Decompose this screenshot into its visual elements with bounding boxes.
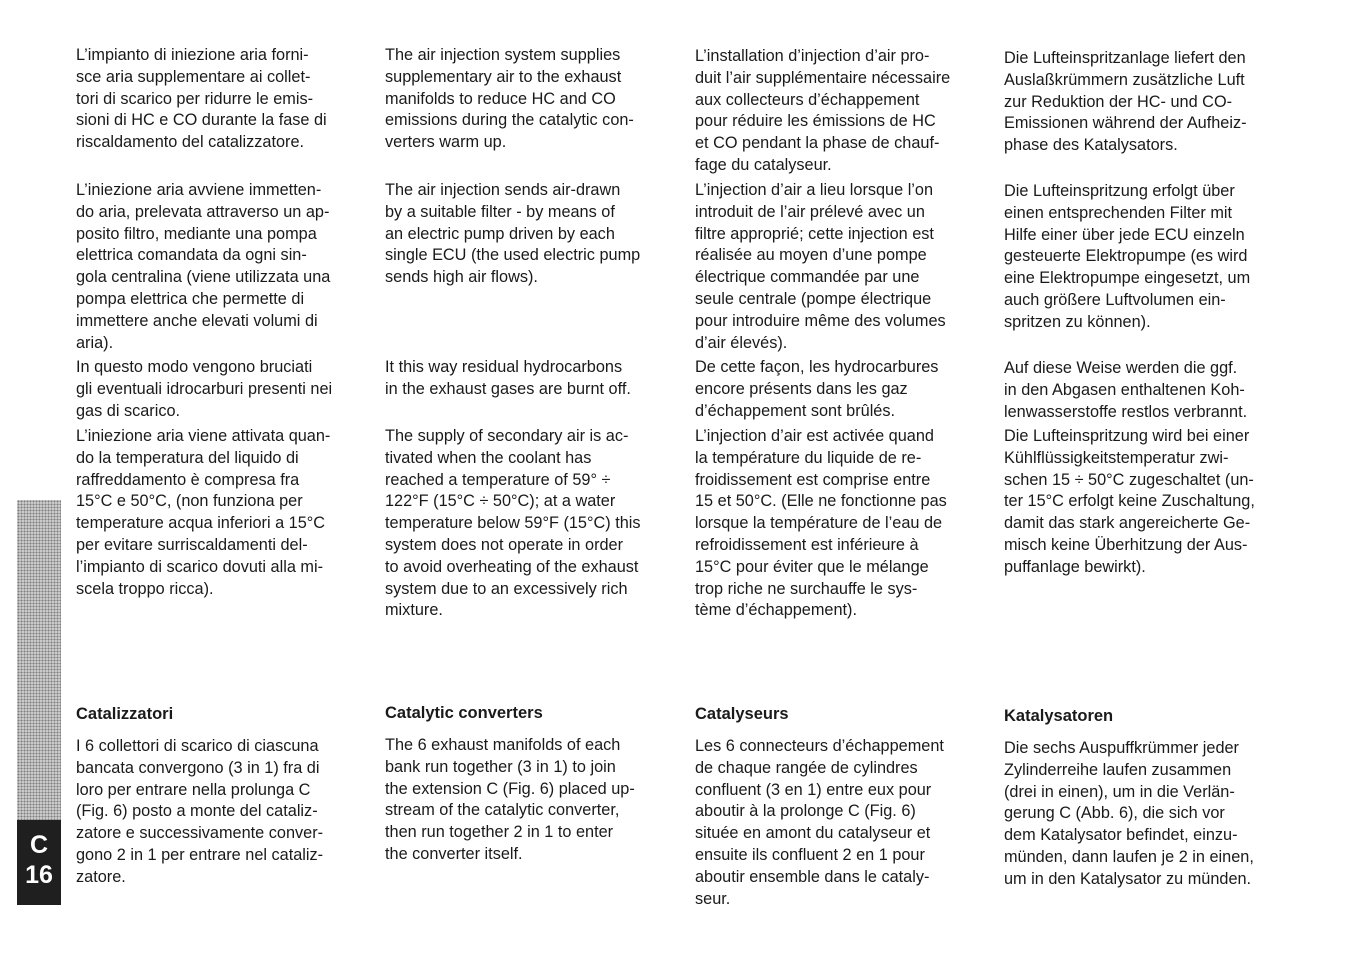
paragraph: Die Lufteinspritzung wird bei einer Kühlflüssigkeitstemperatur zwi- schen 15 ÷ 50°C zugeschaltet (un- ter 15°C erfolgt keine Zuschaltung, damit das stark angereicherte Ge- misch keine Überhitzung der Aus- puffanlage bewirkt). [1004, 427, 1255, 576]
paragraph: L’installation d’injection d’air pro- duit l’air supplémentaire nécessaire aux collecteurs d’échappement pour réduire les émissions de HC et CO pendant la phase de chauf- fage du catalyseur. [695, 47, 951, 174]
paragraph: The air injection sends air-drawn by a suitable filter - by means of an electric pump driven by each single ECU (the used electric pump sends high air flows). [385, 181, 641, 287]
paragraph: The 6 exhaust manifolds of each bank run together (3 in 1) to join the extension C (Fig. 6) placed up- stream of the catalytic converter, then run together 2 in 1 to enter the converter itself. [385, 736, 635, 863]
paragraph: Die Lufteinspritzanlage liefert den Auslaßkrümmern zusätzliche Luft zur Reduktion der HC- und CO- Emissionen während der Aufheiz- phase des Katalysators. [1004, 49, 1247, 155]
tab-number: 16 [25, 861, 53, 889]
section-heading: Katalysatoren [1004, 707, 1114, 725]
paragraph: Auf diese Weise werden die ggf. in den Abgasen enthaltenen Koh- lenwasserstoffe restlos verbrannt. [1004, 359, 1248, 421]
paragraph: Die Lufteinspritzung erfolgt über einen entsprechenden Filter mit Hilfe einer über jede ECU einzeln gesteuerte Elektropumpe (es wird eine Elektropumpe eingesetzt, um auch größere Luftvolumen ein- spritzen zu können). [1004, 182, 1251, 331]
tab-label [17, 830, 61, 890]
paragraph: Die sechs Auspuffkrümmer jeder Zylinderreihe laufen zusammen (drei in einen), um in die Verlän- gerung C (Abb. 6), die sich vor dem Katalysator befindet, einzu- münden, dann laufen je 2 in einen, um in den Katalysator zu münden. [1004, 739, 1254, 888]
paragraph: De cette façon, les hydrocarbures encore présents dans les gaz d’échappement sont brûlés. [695, 358, 939, 420]
section-heading: Catalytic converters [385, 704, 543, 722]
paragraph: L’injection d’air a lieu lorsque l’on introduit de l’air prélevé avec un filtre approprié; cette injection est réalisée au moyen d’une pompe électrique commandée par une seule centrale (pompe électrique pour introduire même des volumes d’air élevés). [695, 181, 946, 352]
paragraph: L’injection d’air est activée quand la température du liquide de re- froidissement est comprise entre 15 et 50°C. (Elle ne fonctionne pas lorsque la température de l’eau de refroidissement est inférieure à 15°C pour éviter que le mélange trop riche ne surchauffe le sys- tème d’échappement). [695, 427, 947, 620]
paragraph: Les 6 connecteurs d’échappement de chaque rangée de cylindres confluent (3 en 1) entre eux pour aboutir à la prolonge C (Fig. 6) située en amont du catalyseur et ensuite ils confluent 2 en 1 pour aboutir ensemble dans le cataly- seur. [695, 737, 944, 908]
section-heading: Catalizzatori [76, 705, 174, 723]
tab-letter: C [29, 831, 49, 859]
paragraph: I 6 collettori di scarico di ciascuna bancata convergono (3 in 1) fra di loro per entrare nella prolunga C (Fig. 6) posto a monte del cataliz- zatore e successivamente conver- gono 2 in 1 per entrare nel cataliz- zatore. [76, 737, 324, 886]
paragraph: The air injection system supplies supplementary air to the exhaust manifolds to reduce HC and CO emissions during the catalytic con- verters warm up. [385, 46, 634, 152]
paragraph: L’impianto di iniezione aria forni- sce aria supplementare ai collet- tori di scarico per ridurre le emis- sioni di HC e CO durante la fase di riscaldamento del catalizzatore. [76, 46, 327, 152]
paragraph: L’iniezione aria viene attivata quan- do la temperatura del liquido di raffreddamento è compresa fra 15°C e 50°C, (non funziona per temperature acqua inferiori a 15°C per evitare surriscaldamenti del- l’impianto di scarico dovuti alla mi- scela troppo ricca). [76, 427, 331, 598]
paragraph: L’iniezione aria avviene immetten- do aria, prelevata attraverso un ap- posito filtro, mediante una pompa elettrica comandata da ogni sin- gola centralina (viene utilizzata una pompa elettrica che permette di immettere anche elevati volumi di aria). [76, 181, 331, 352]
paragraph: The supply of secondary air is ac- tivated when the coolant has reached a temperature of 59° ÷ 122°F (15°C ÷ 50°C); at a water temperature below 59°F (15°C) this system does not operate in order to avoid overheating of the exhaust system due to an excessively rich mixture. [385, 427, 641, 620]
paragraph: In questo modo vengono bruciati gli eventuali idrocarburi presenti nei gas di scarico. [76, 358, 333, 420]
section-heading: Catalyseurs [695, 705, 789, 723]
paragraph: It this way residual hydrocarbons in the exhaust gases are burnt off. [385, 358, 631, 398]
